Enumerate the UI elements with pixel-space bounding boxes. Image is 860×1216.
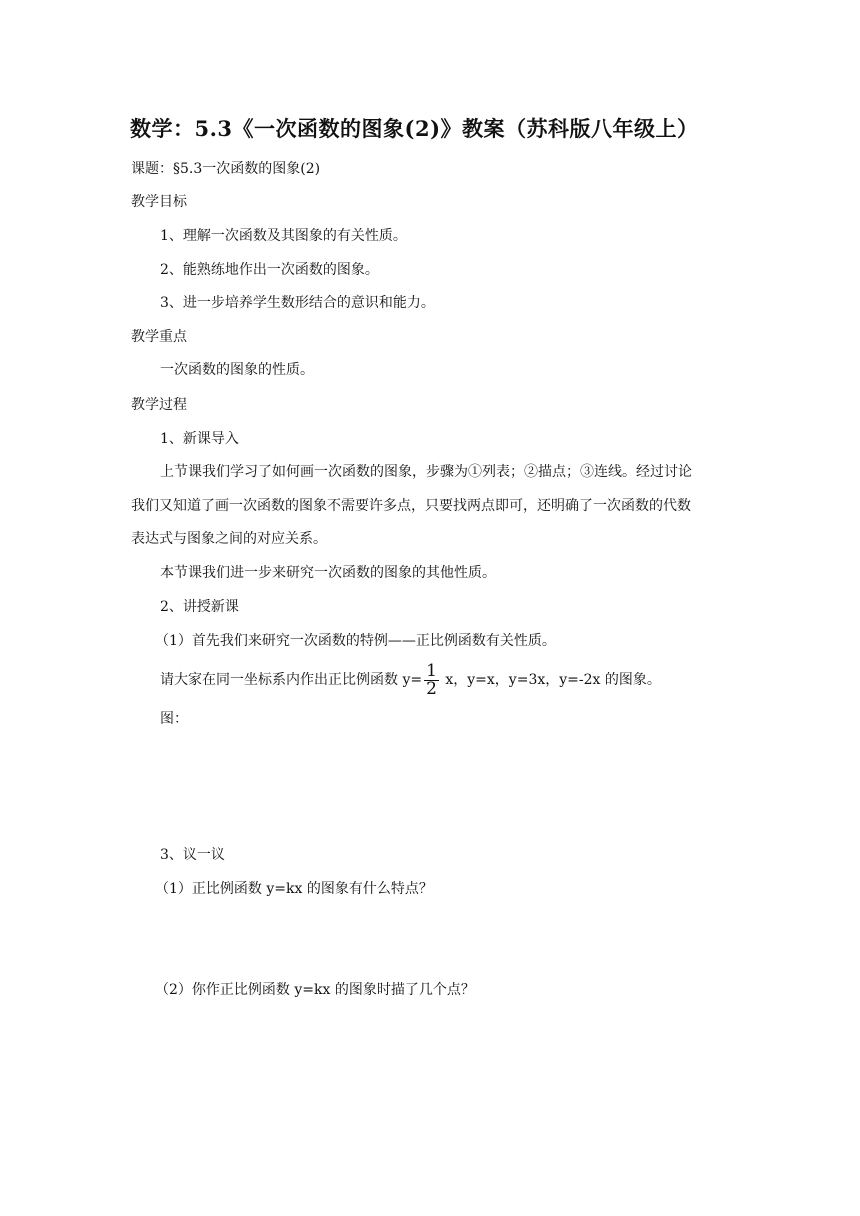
intro-paragraph-line: 我们又知道了画一次函数的图象不需要许多点，只要找两点即可，还明确了一次函数的代数 [131,498,691,514]
lesson-topic: 课题：§5.3一次函数的图象(2) [131,161,321,177]
intro-tail: 本节课我们进一步来研究一次函数的图象的其他性质。 [160,565,496,581]
intro-heading: 1、新课导入 [160,431,239,447]
task-line [160,660,661,700]
process-heading: 教学过程 [131,397,187,413]
teach-heading: 2、讲授新课 [160,599,239,615]
discuss-question: （1）正比例函数 y=kx 的图象有什么特点？ [155,881,433,897]
discuss-question: （2）你作正比例函数 y=kx 的图象时描了几个点？ [155,982,475,998]
objective-item: 2、能熟练地作出一次函数的图象。 [160,262,379,278]
intro-paragraph-line: 上节课我们学习了如何画一次函数的图象，步骤为①列表；②描点；③连线。经过讨论 [160,464,692,480]
figure-label: 图： [160,711,188,727]
task-suffix: x，y=x，y=3x，y=-2x 的图象。 [440,672,661,688]
fraction-numerator: 1 [426,660,437,681]
intro-paragraph-line: 表达式与图象之间的对应关系。 [131,531,327,547]
objective-item: 3、进一步培养学生数形结合的意识和能力。 [160,295,435,311]
discuss-heading: 3、议一议 [160,847,225,863]
task-prefix: 请大家在同一坐标系内作出正比例函数 y= [160,672,423,688]
teach-item: （1）首先我们来研究一次函数的特例——正比例函数有关性质。 [155,633,556,649]
fraction [424,660,439,699]
document-title: 数学：5.3《一次函数的图象(2)》教案（苏科版八年级上） [130,116,699,141]
key-point-heading: 教学重点 [131,329,187,345]
objectives-heading: 教学目标 [131,194,187,210]
key-point-text: 一次函数的图象的性质。 [160,362,314,378]
objective-item: 1、理解一次函数及其图象的有关性质。 [160,228,407,244]
fraction-denominator: 2 [426,678,437,699]
